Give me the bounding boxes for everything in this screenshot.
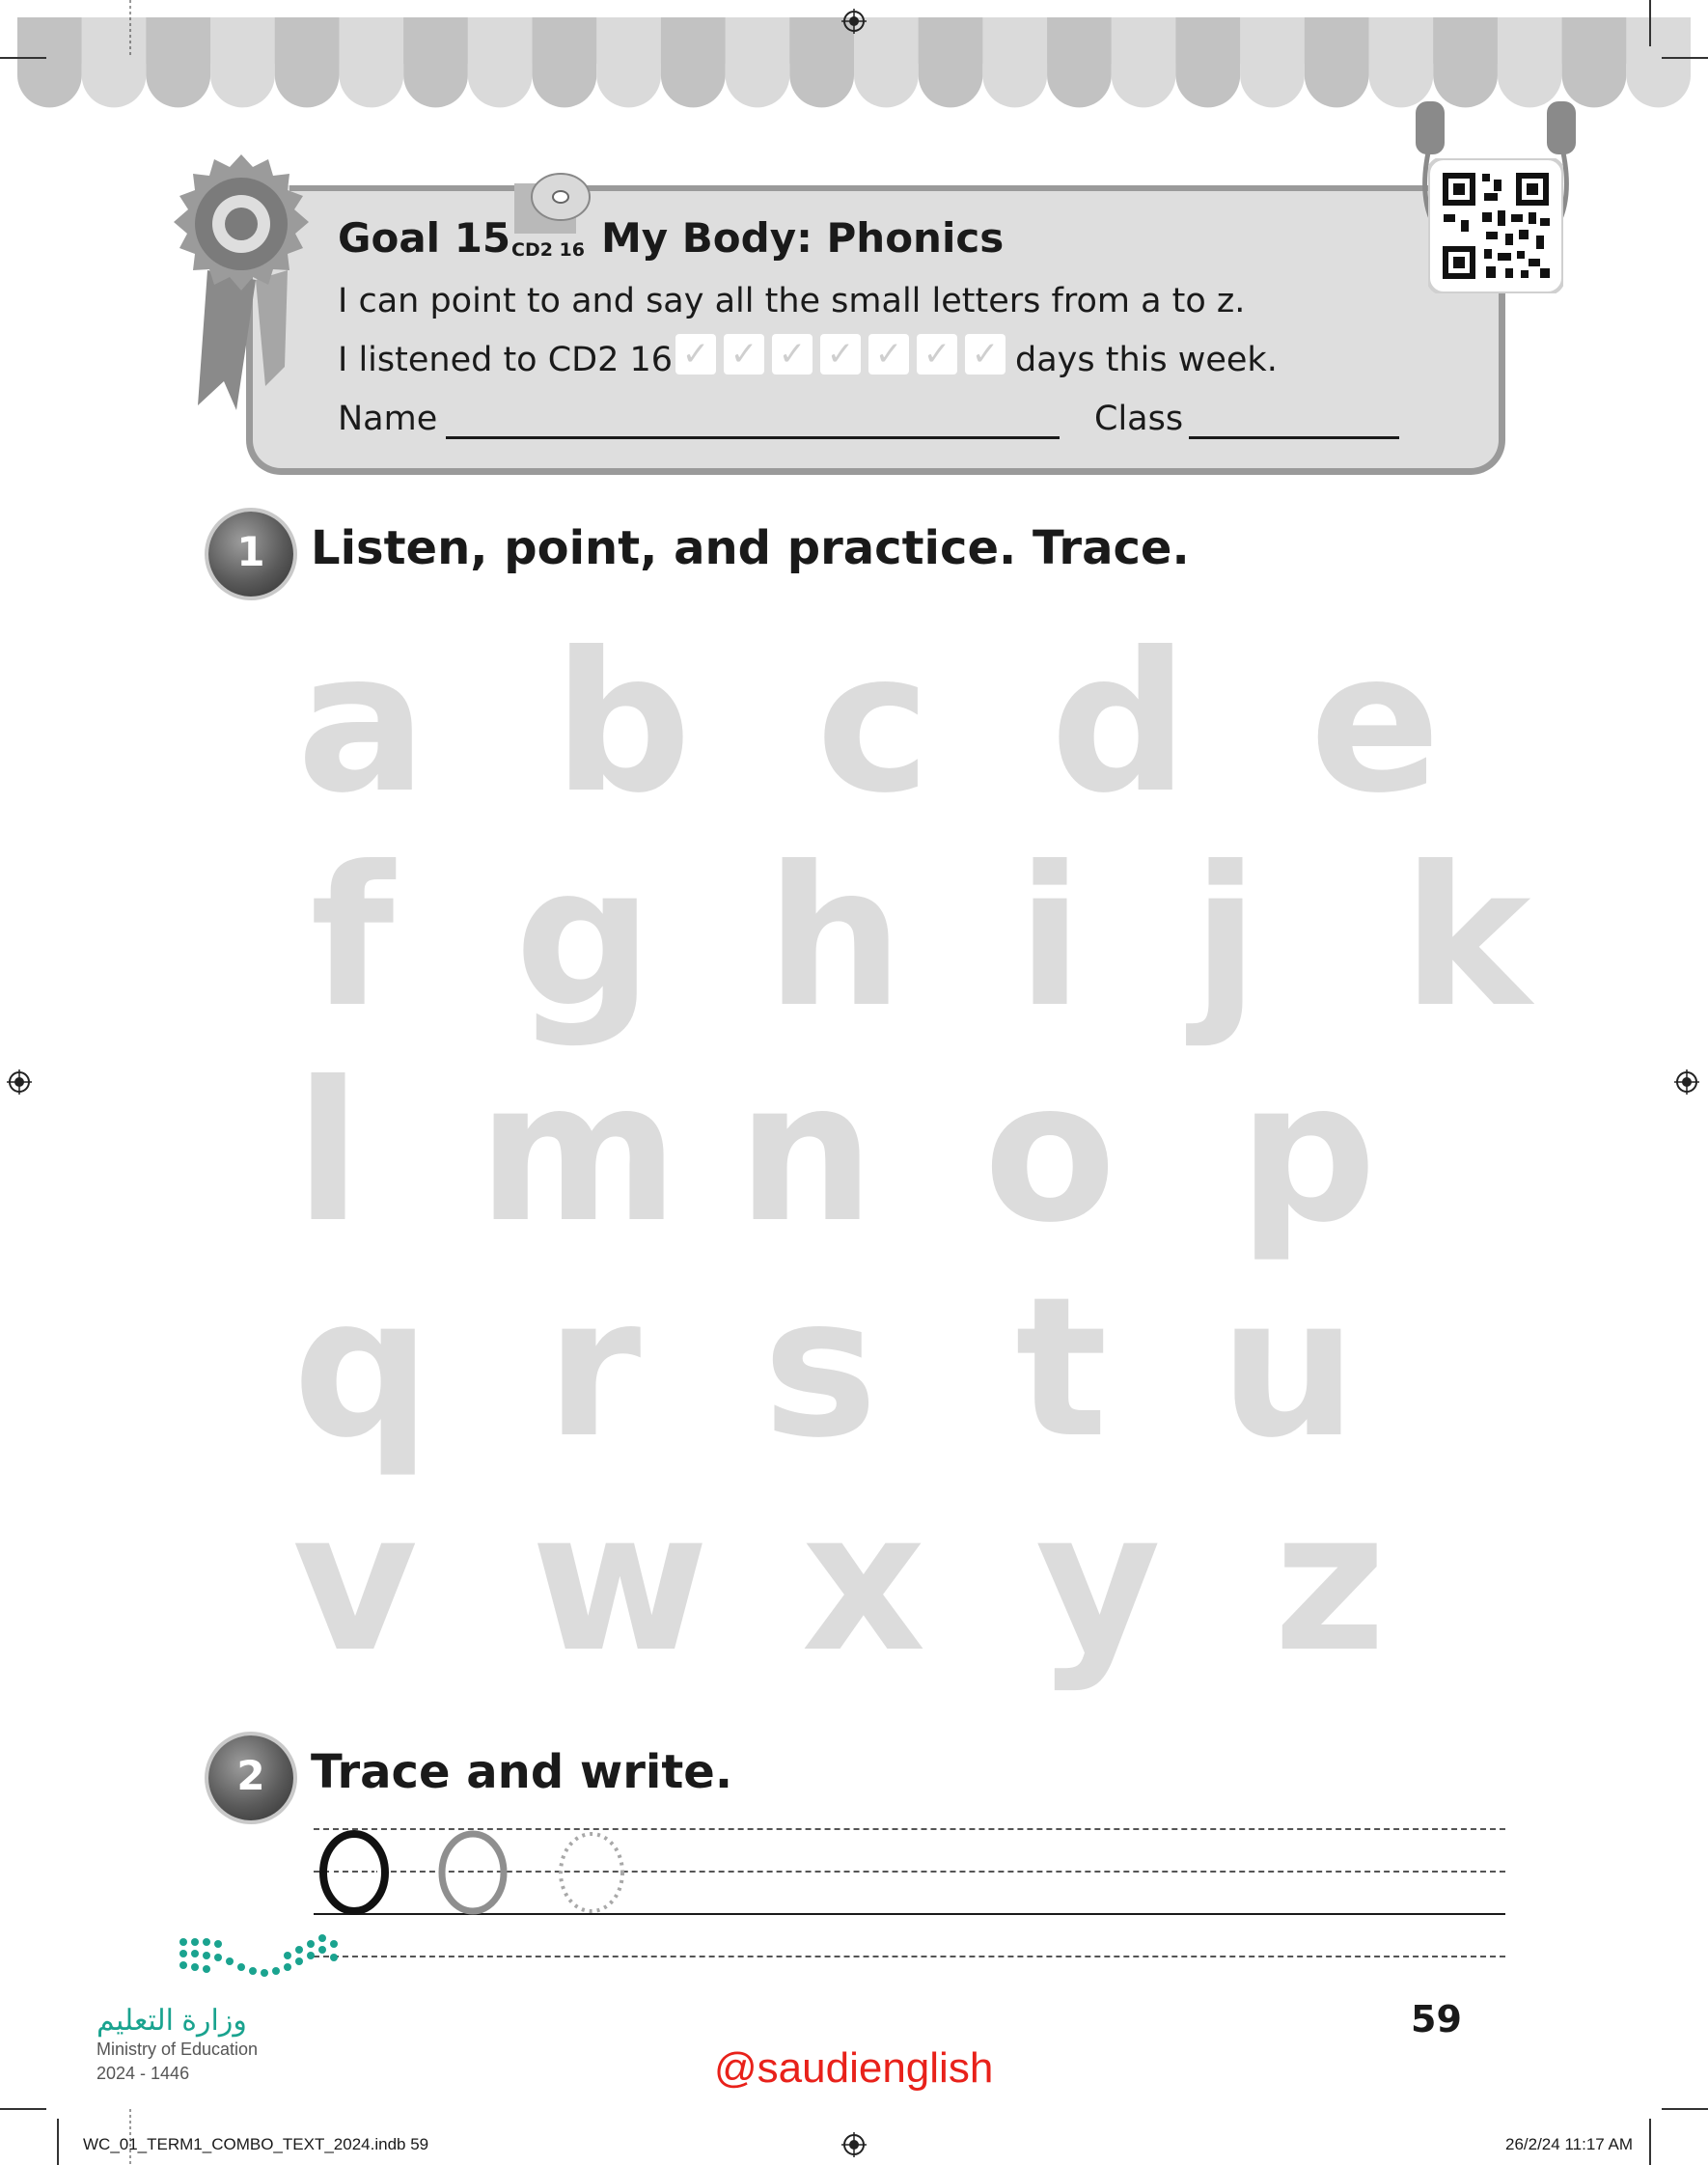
day-checkbox[interactable] <box>724 334 764 375</box>
trace-letter[interactable]: c <box>815 611 931 836</box>
check-icon: ✓ <box>681 335 710 374</box>
awning-scallop <box>1112 17 1176 107</box>
listening-log-label: I listened to CD2 16 <box>338 341 674 379</box>
awning-scallop <box>1562 17 1627 107</box>
trace-letter[interactable]: x <box>801 1470 926 1695</box>
listening-log-suffix: days this week. <box>1015 341 1278 379</box>
writing-guide-line <box>314 1956 1505 1957</box>
check-icon: ✓ <box>778 335 807 374</box>
goal-title: My Body: Phonics <box>601 214 1005 262</box>
day-checkbox[interactable] <box>965 334 1006 375</box>
awning-scallop <box>403 17 468 107</box>
awning-scallop <box>1305 17 1369 107</box>
activity-number-badge <box>208 512 293 597</box>
awning-scallop <box>1626 17 1691 107</box>
goal-label: Goal 15 <box>338 214 511 262</box>
activity-number-badge <box>208 1735 293 1820</box>
trace-letter[interactable]: u <box>1219 1256 1358 1481</box>
day-checkbox[interactable] <box>868 334 909 375</box>
trace-letter[interactable]: i <box>1016 825 1084 1050</box>
trace-letter[interactable]: o <box>983 1041 1116 1265</box>
registration-mark-icon <box>1674 1069 1699 1095</box>
awning-scallop <box>661 17 726 107</box>
check-icon: ✓ <box>730 335 758 374</box>
activity-number: 1 <box>236 528 265 575</box>
trace-letter[interactable]: d <box>1050 611 1189 836</box>
activity-instruction: Trace and write. <box>311 1745 733 1799</box>
awning-scallop <box>210 17 275 107</box>
check-icon: ✓ <box>826 335 855 374</box>
trace-letter[interactable]: m <box>478 1041 679 1265</box>
qr-code-icon[interactable] <box>1428 158 1563 293</box>
goal-panel-top-border <box>289 185 1486 191</box>
trace-letter[interactable]: f <box>310 825 395 1050</box>
trace-letter[interactable]: j <box>1192 825 1259 1050</box>
trace-letter[interactable]: a <box>296 611 427 836</box>
trace-letter[interactable]: h <box>765 825 904 1050</box>
registration-mark-icon <box>7 1069 32 1095</box>
cd-track-code: CD2 16 <box>511 239 585 261</box>
ministry-name-english: Ministry of Education <box>96 2040 259 2059</box>
trace-letter[interactable]: b <box>553 611 692 836</box>
social-handle[interactable]: @saudienglish <box>714 2044 994 2092</box>
page-number: 59 <box>1411 1998 1462 2040</box>
name-label: Name <box>338 400 438 438</box>
check-icon: ✓ <box>874 335 903 374</box>
day-checkbox[interactable] <box>772 334 813 375</box>
name-field[interactable] <box>446 436 1060 439</box>
registration-mark-icon <box>841 9 867 34</box>
awning-scallop <box>726 17 790 107</box>
awning-scallop <box>1369 17 1434 107</box>
awning-scallop <box>596 17 661 107</box>
trace-letter[interactable]: p <box>1238 1041 1377 1265</box>
trace-letter[interactable]: y <box>1034 1470 1162 1695</box>
print-slug-file: WC_01_TERM1_COMBO_TEXT_2024.indb 59 <box>83 2135 429 2153</box>
trace-letter[interactable]: r <box>545 1256 642 1481</box>
print-slug-timestamp: 26/2/24 11:17 AM <box>1505 2135 1634 2153</box>
awning-scallop <box>82 17 147 107</box>
awning-scallop <box>146 17 210 107</box>
registration-mark-icon <box>841 2132 867 2157</box>
day-checkbox[interactable] <box>675 334 716 375</box>
day-checkbox[interactable] <box>820 334 861 375</box>
check-icon: ✓ <box>923 335 951 374</box>
awning-scallop <box>468 17 533 107</box>
trace-letter[interactable]: e <box>1309 611 1441 836</box>
class-field[interactable] <box>1189 436 1399 439</box>
trace-letter[interactable]: z <box>1273 1470 1387 1695</box>
awning-scallop <box>1498 17 1562 107</box>
activity-instruction: Listen, point, and practice. Trace. <box>311 521 1190 575</box>
ministry-logo-dots-icon <box>174 1932 347 1990</box>
trace-letter[interactable]: k <box>1402 825 1531 1050</box>
trace-letter[interactable]: g <box>514 825 653 1050</box>
awning-scallop <box>339 17 403 107</box>
trace-letter[interactable]: v <box>291 1470 419 1695</box>
trace-letter[interactable]: t <box>1015 1256 1108 1481</box>
goal-statement: I can point to and say all the small letters from a to z. <box>338 282 1246 320</box>
awning-scallop <box>1433 17 1498 107</box>
trace-letter[interactable]: n <box>736 1041 875 1265</box>
day-checkbox[interactable] <box>917 334 957 375</box>
ministry-name-arabic: وزارة التعليم <box>96 2005 247 2037</box>
trace-letter[interactable]: s <box>762 1256 878 1481</box>
awning-scallop <box>1175 17 1240 107</box>
awning-scallop <box>275 17 340 107</box>
awning-scallop <box>982 17 1047 107</box>
activity-number: 2 <box>236 1752 265 1799</box>
trace-letter[interactable]: q <box>292 1256 431 1481</box>
awning-scallop <box>1240 17 1305 107</box>
awning-scallop <box>533 17 597 107</box>
award-rosette-icon <box>164 145 318 415</box>
awning-scallop <box>919 17 983 107</box>
cd-icon <box>514 172 593 234</box>
trace-letter-o-models[interactable] <box>314 1828 642 1917</box>
svg-text:↺: ↺ <box>347 1843 361 1861</box>
check-icon: ✓ <box>971 335 1000 374</box>
ministry-years: 2024 - 1446 <box>96 2064 190 2083</box>
trace-letter[interactable]: w <box>531 1470 709 1695</box>
awning-scallop <box>17 17 82 107</box>
awning-scallop <box>1047 17 1112 107</box>
trace-letter[interactable]: l <box>294 1041 362 1265</box>
class-label: Class <box>1094 400 1184 438</box>
